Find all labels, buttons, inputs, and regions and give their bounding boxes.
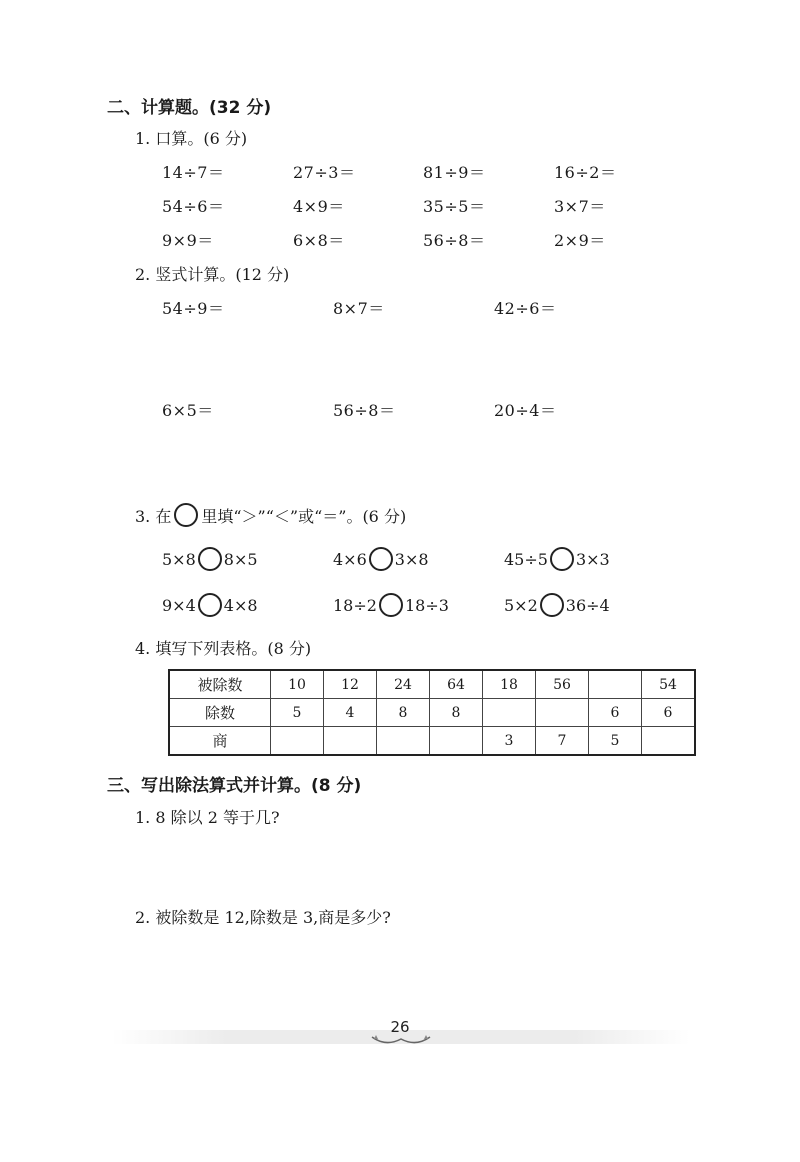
compare-right: 3×8 bbox=[394, 549, 429, 569]
q2-title: 2. 竖式计算。(12 分) bbox=[135, 265, 290, 284]
q1-expr: 3×7＝ bbox=[554, 197, 606, 216]
q1-expr: 9×9＝ bbox=[162, 231, 214, 250]
answer-circle[interactable] bbox=[540, 593, 564, 617]
compare-item bbox=[162, 593, 258, 617]
table-cell[interactable]: 12 bbox=[324, 670, 377, 699]
answer-circle[interactable] bbox=[550, 547, 574, 571]
s3-q1: 1. 8 除以 2 等于几? bbox=[135, 808, 280, 827]
table-row bbox=[169, 727, 695, 756]
compare-right: 8×5 bbox=[223, 549, 258, 569]
q2-expr: 42÷6＝ bbox=[494, 299, 557, 318]
q1-expr: 4×9＝ bbox=[293, 197, 345, 216]
q1-expr: 14÷7＝ bbox=[162, 163, 225, 182]
q1-expr: 2×9＝ bbox=[554, 231, 606, 250]
q3-title-tail: 里填“＞”“＜”或“＝”。(6 分) bbox=[201, 506, 407, 526]
q2-expr: 20÷4＝ bbox=[494, 401, 557, 420]
q2-expr: 54÷9＝ bbox=[162, 299, 225, 318]
q3-title bbox=[135, 503, 406, 527]
answer-circle[interactable] bbox=[198, 547, 222, 571]
compare-item bbox=[333, 547, 429, 571]
compare-left: 4×6 bbox=[333, 549, 367, 569]
compare-left: 5×8 bbox=[162, 549, 196, 569]
answer-circle[interactable] bbox=[369, 547, 393, 571]
table-cell[interactable]: 24 bbox=[377, 670, 430, 699]
compare-item bbox=[333, 593, 449, 617]
table-cell[interactable] bbox=[536, 699, 589, 727]
q1-title: 1. 口算。(6 分) bbox=[135, 129, 248, 148]
table-cell[interactable]: 4 bbox=[324, 699, 377, 727]
answer-circle[interactable] bbox=[198, 593, 222, 617]
table-cell[interactable]: 54 bbox=[642, 670, 696, 699]
compare-left: 9×4 bbox=[162, 595, 196, 615]
compare-item bbox=[504, 593, 610, 617]
compare-right: 3×3 bbox=[575, 549, 610, 569]
q1-expr: 16÷2＝ bbox=[554, 163, 617, 182]
q1-expr: 81÷9＝ bbox=[423, 163, 486, 182]
compare-left: 18÷2 bbox=[333, 595, 377, 615]
compare-item bbox=[504, 547, 610, 571]
table-cell[interactable]: 10 bbox=[271, 670, 324, 699]
table-cell[interactable]: 7 bbox=[536, 727, 589, 756]
row-header-quotient: 商 bbox=[169, 727, 271, 756]
compare-right: 18÷3 bbox=[404, 595, 449, 615]
q1-expr: 35÷5＝ bbox=[423, 197, 486, 216]
q2-expr: 8×7＝ bbox=[333, 299, 385, 318]
table-cell[interactable]: 64 bbox=[430, 670, 483, 699]
table-cell[interactable]: 18 bbox=[483, 670, 536, 699]
row-header-divisor: 除数 bbox=[169, 699, 271, 727]
q4-title: 4. 填写下列表格。(8 分) bbox=[135, 639, 312, 658]
table-cell[interactable]: 8 bbox=[430, 699, 483, 727]
compare-right: 4×8 bbox=[223, 595, 258, 615]
circle-icon bbox=[174, 503, 198, 527]
s3-q2: 2. 被除数是 12,除数是 3,商是多少? bbox=[135, 908, 391, 927]
section-2-title: 二、计算题。(32 分) bbox=[107, 98, 272, 118]
q1-expr: 56÷8＝ bbox=[423, 231, 486, 250]
q3-title-head: 3. 在 bbox=[135, 506, 172, 526]
table-row bbox=[169, 699, 695, 727]
answer-circle[interactable] bbox=[379, 593, 403, 617]
division-table bbox=[168, 669, 696, 756]
table-cell[interactable]: 56 bbox=[536, 670, 589, 699]
q2-expr: 56÷8＝ bbox=[333, 401, 396, 420]
q1-expr: 6×8＝ bbox=[293, 231, 345, 250]
compare-left: 5×2 bbox=[504, 595, 538, 615]
page-number: 26 bbox=[390, 1018, 410, 1036]
table-cell[interactable]: 5 bbox=[589, 727, 642, 756]
table-cell[interactable]: 5 bbox=[271, 699, 324, 727]
q1-expr: 27÷3＝ bbox=[293, 163, 356, 182]
table-cell[interactable]: 6 bbox=[642, 699, 696, 727]
compare-right: 36÷4 bbox=[565, 595, 610, 615]
q2-expr: 6×5＝ bbox=[162, 401, 214, 420]
compare-left: 45÷5 bbox=[504, 549, 548, 569]
table-cell[interactable] bbox=[642, 727, 696, 756]
table-cell[interactable]: 3 bbox=[483, 727, 536, 756]
ornament-icon bbox=[370, 1033, 432, 1047]
table-cell[interactable]: 8 bbox=[377, 699, 430, 727]
q1-expr: 54÷6＝ bbox=[162, 197, 225, 216]
row-header-dividend: 被除数 bbox=[169, 670, 271, 699]
compare-item bbox=[162, 547, 258, 571]
table-cell[interactable] bbox=[430, 727, 483, 756]
table-cell[interactable] bbox=[589, 670, 642, 699]
table-row bbox=[169, 670, 695, 699]
table-cell[interactable] bbox=[377, 727, 430, 756]
table-cell[interactable]: 6 bbox=[589, 699, 642, 727]
table-cell[interactable] bbox=[483, 699, 536, 727]
section-3-title: 三、写出除法算式并计算。(8 分) bbox=[107, 776, 362, 796]
table-cell[interactable] bbox=[324, 727, 377, 756]
table-cell[interactable] bbox=[271, 727, 324, 756]
